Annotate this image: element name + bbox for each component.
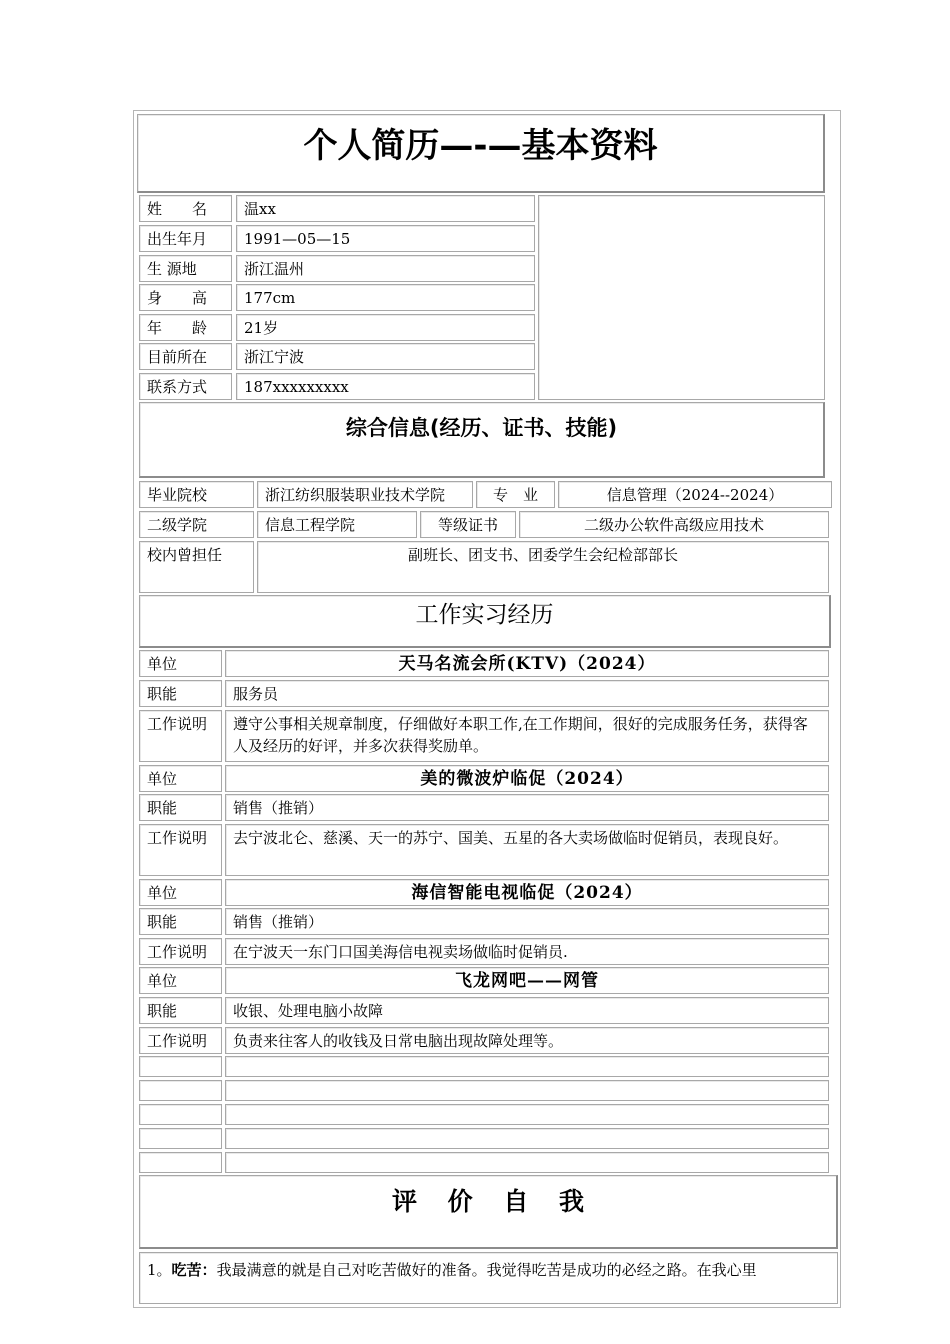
value-contact: 187xxxxxxxxx xyxy=(236,373,535,400)
value-height: 177cm xyxy=(236,284,535,311)
label-role: 职能 xyxy=(139,794,222,821)
empty-cell xyxy=(225,1128,829,1149)
job-unit: 飞龙网吧——网管 xyxy=(225,967,829,994)
job-desc: 遵守公事相关规章制度，仔细做好本职工作,在工作期间，很好的完成服务任务，获得客人及经历的好评，并多次获得奖励单。 xyxy=(225,710,829,762)
empty-cell xyxy=(139,1128,222,1149)
label-role: 职能 xyxy=(139,680,222,707)
label-origin: 生 源地 xyxy=(139,255,232,282)
job-role: 服务员 xyxy=(225,680,829,707)
eval-keyword: 吃苦： xyxy=(171,1261,217,1279)
label-post: 校内曾担任 xyxy=(139,541,254,593)
label-role: 职能 xyxy=(139,997,222,1024)
label-desc: 工作说明 xyxy=(139,710,222,762)
label-unit: 单位 xyxy=(139,967,222,994)
eval-text: 我最满意的就是自己对吃苦做好的准备。我觉得吃苦是成功的必经之路。在我心里 xyxy=(216,1261,757,1279)
section-work-title: 工作实习经历 xyxy=(139,595,831,648)
label-location: 目前所在 xyxy=(139,343,232,370)
value-location: 浙江宁波 xyxy=(236,343,535,370)
photo-box xyxy=(538,195,825,400)
value-origin: 浙江温州 xyxy=(236,255,535,282)
empty-cell xyxy=(139,1104,222,1125)
job-role: 销售（推销） xyxy=(225,794,829,821)
empty-cell xyxy=(225,1104,829,1125)
label-desc: 工作说明 xyxy=(139,1027,222,1054)
job-desc: 负责来往客人的收钱及日常电脑出现故障处理等。 xyxy=(225,1027,829,1054)
empty-cell xyxy=(139,1152,222,1173)
label-height: 身 高 xyxy=(139,284,232,311)
value-post: 副班长、团支书、团委学生会纪检部部长 xyxy=(257,541,829,593)
job-unit: 海信智能电视临促（2024） xyxy=(225,879,829,906)
job-role: 收银、处理电脑小故障 xyxy=(225,997,829,1024)
empty-cell xyxy=(139,1080,222,1101)
label-contact: 联系方式 xyxy=(139,373,232,400)
eval-number: 1。 xyxy=(147,1261,172,1279)
label-desc: 工作说明 xyxy=(139,938,222,965)
value-major: 信息管理（2024--2024） xyxy=(558,481,832,508)
label-unit: 单位 xyxy=(139,650,222,677)
empty-cell xyxy=(139,1056,222,1077)
label-role: 职能 xyxy=(139,908,222,935)
empty-cell xyxy=(225,1152,829,1173)
eval-paragraph xyxy=(139,1252,838,1304)
value-age: 21岁 xyxy=(236,314,535,341)
job-unit: 天马名流会所(KTV)（2024） xyxy=(225,650,829,677)
label-major: 专 业 xyxy=(476,481,555,508)
label-unit: 单位 xyxy=(139,879,222,906)
label-school: 毕业院校 xyxy=(139,481,254,508)
job-desc: 去宁波北仑、慈溪、天一的苏宁、国美、五星的各大卖场做临时促销员，表现良好。 xyxy=(225,824,829,876)
section-eval-title: 评 价 自 我 xyxy=(139,1175,838,1249)
job-unit: 美的微波炉临促（2024） xyxy=(225,765,829,792)
value-birth: 1991—05—15 xyxy=(236,225,535,252)
label-name: 姓 名 xyxy=(139,195,232,222)
label-unit: 单位 xyxy=(139,765,222,792)
value-name: 温xx xyxy=(236,195,535,222)
label-desc: 工作说明 xyxy=(139,824,222,876)
value-cert: 二级办公软件高级应用技术 xyxy=(519,511,829,538)
empty-cell xyxy=(225,1056,829,1077)
value-college: 信息工程学院 xyxy=(257,511,417,538)
value-school: 浙江纺织服装职业技术学院 xyxy=(257,481,473,508)
section-info-title: 综合信息(经历、证书、技能) xyxy=(139,402,825,478)
label-cert: 等级证书 xyxy=(420,511,516,538)
page-title: 个人简历—-—基本资料 xyxy=(137,114,825,193)
label-college: 二级学院 xyxy=(139,511,254,538)
job-role: 销售（推销） xyxy=(225,908,829,935)
label-age: 年 龄 xyxy=(139,314,232,341)
label-birth: 出生年月 xyxy=(139,225,232,252)
empty-cell xyxy=(225,1080,829,1101)
job-desc: 在宁波天一东门口国美海信电视卖场做临时促销员. xyxy=(225,938,829,965)
